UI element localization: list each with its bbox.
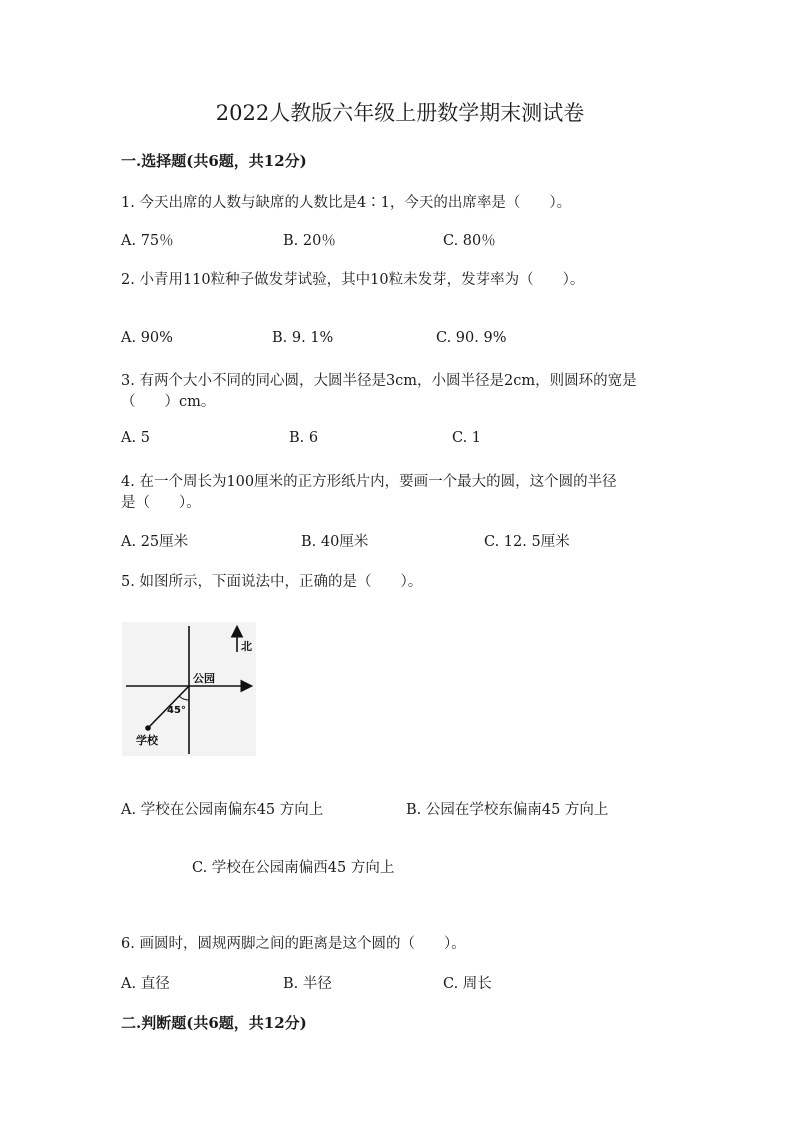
section-heading-choice: 一.选择题(共6题，共12分) [121, 152, 307, 170]
section-heading-judgement: 二.判断题(共6题，共12分) [121, 1014, 307, 1032]
question-5-stem: 5. 如图所示，下面说法中，正确的是（ ）。 [121, 574, 423, 590]
question-2-stem: 2. 小青用110粒种子做发芽试验，其中10粒未发芽，发芽率为（ ）。 [121, 272, 585, 288]
question-4-option-a: A. 25厘米 [121, 534, 189, 550]
question-1-stem: 1. 今天出席的人数与缺席的人数比是4∶1，今天的出席率是（ ）。 [121, 195, 572, 211]
question-1-option-b: B. 20％ [283, 233, 336, 249]
question-4-option-c: C. 12. 5厘米 [484, 534, 570, 550]
question-2-option-c: C. 90. 9% [436, 330, 507, 346]
question-4-option-b: B. 40厘米 [301, 534, 369, 550]
question-4-stem-line2: 是（ ）。 [121, 495, 201, 511]
question-5-option-a: A. 学校在公园南偏东45 方向上 [121, 802, 324, 818]
school-point [145, 725, 151, 731]
direction-diagram [122, 622, 256, 756]
school-label: 学校 [136, 734, 158, 747]
question-6-option-c: C. 周长 [443, 976, 492, 992]
question-2-option-a: A. 90% [121, 330, 173, 346]
question-1-option-a: A. 75％ [121, 233, 174, 249]
north-label: 北 [241, 640, 252, 653]
question-3-stem-line2: （ ）cm。 [121, 394, 216, 410]
question-1-option-c: C. 80％ [443, 233, 496, 249]
question-3-option-a: A. 5 [121, 430, 150, 446]
question-6-option-a: A. 直径 [121, 976, 170, 992]
direction-diagram-svg [122, 622, 256, 756]
question-3-option-c: C. 1 [452, 430, 482, 446]
question-5-option-c: C. 学校在公园南偏西45 方向上 [192, 860, 395, 876]
angle-label: 45° [167, 705, 186, 716]
question-4-stem-line1: 4. 在一个周长为100厘米的正方形纸片内，要画一个最大的圆，这个圆的半径 [121, 474, 617, 490]
park-label: 公园 [193, 672, 215, 685]
question-6-stem: 6. 画圆时，圆规两脚之间的距离是这个圆的（ ）。 [121, 936, 466, 952]
question-2-option-b: B. 9. 1% [272, 330, 334, 346]
question-6-option-b: B. 半径 [283, 976, 332, 992]
question-3-option-b: B. 6 [289, 430, 319, 446]
page-title: 2022人教版六年级上册数学期末测试卷 [215, 101, 585, 125]
question-5-option-b: B. 公园在学校东偏南45 方向上 [406, 802, 609, 818]
question-3-stem-line1: 3. 有两个大小不同的同心圆，大圆半径是3cm，小圆半径是2cm，则圆环的宽是 [121, 373, 637, 389]
